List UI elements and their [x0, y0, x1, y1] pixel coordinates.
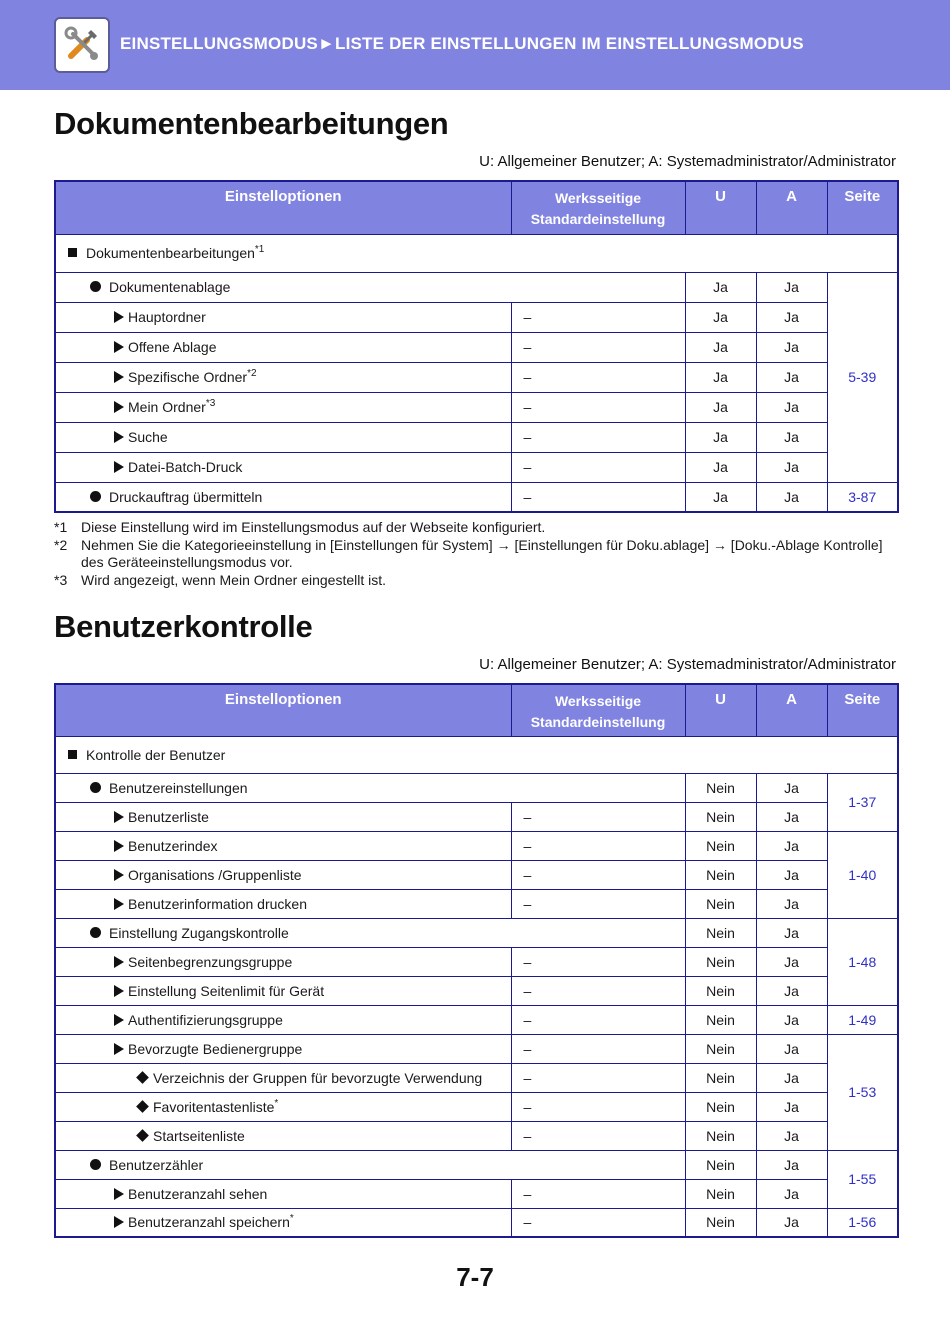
column-header-a: A: [756, 181, 827, 234]
page-link[interactable]: 1-40: [827, 831, 898, 918]
table-row: [55, 831, 898, 860]
table-row: [55, 1150, 898, 1179]
column-header-page: Seite: [827, 181, 898, 234]
settings-table-benutzerkontrolle: [54, 683, 899, 1238]
u-value: Nein: [685, 1150, 756, 1179]
a-value: Ja: [756, 272, 827, 302]
default-value: –: [511, 802, 685, 831]
u-value: Nein: [685, 918, 756, 947]
footnote-mark: *: [289, 1213, 294, 1225]
page-link[interactable]: 1-49: [827, 1005, 898, 1034]
u-value: Ja: [685, 452, 756, 482]
category-label: Kontrolle der Benutzer: [86, 746, 226, 763]
option-label: Benutzereinstellungen: [109, 779, 248, 796]
triangle-bullet-icon: [114, 840, 124, 852]
table-row: [55, 1208, 898, 1237]
square-bullet-icon: [68, 750, 77, 759]
footnote-mark: *1: [254, 244, 265, 255]
option-label: Offene Ablage: [128, 339, 217, 355]
diamond-bullet-icon: [136, 1100, 149, 1113]
default-value: –: [511, 1063, 685, 1092]
a-value: Ja: [756, 1005, 827, 1034]
triangle-bullet-icon: [114, 401, 124, 413]
table-row: [55, 392, 898, 422]
option-label: Spezifische Ordner: [128, 369, 248, 385]
u-value: Ja: [685, 272, 756, 302]
default-value: –: [511, 860, 685, 889]
option-label: Hauptordner: [128, 309, 206, 325]
option-label: Benutzeranzahl sehen: [128, 1185, 268, 1202]
option-label: Startseitenliste: [153, 1127, 245, 1144]
triangle-bullet-icon: [114, 341, 124, 353]
table-row: [55, 362, 898, 392]
column-header-u: U: [685, 181, 756, 234]
a-value: Ja: [756, 362, 827, 392]
option-label: Benutzerliste: [128, 808, 209, 825]
page-link[interactable]: 1-53: [827, 1034, 898, 1150]
page-link[interactable]: 1-37: [827, 773, 898, 831]
page-link[interactable]: 1-48: [827, 918, 898, 1005]
header-band: [0, 0, 950, 90]
u-value: Ja: [685, 362, 756, 392]
footnotes: [54, 519, 897, 590]
a-value: Ja: [756, 1063, 827, 1092]
header-title: EINSTELLUNGSMODUS►LISTE DER EINSTELLUNGEN IM EINSTELLUNGSMODUS: [120, 34, 804, 53]
table-row: [55, 1092, 898, 1121]
option-label: Organisations /Gruppenliste: [128, 866, 302, 883]
u-value: Nein: [685, 947, 756, 976]
default-value: –: [511, 1092, 685, 1121]
u-value: Nein: [685, 802, 756, 831]
circle-bullet-icon: [90, 927, 101, 938]
option-label: Favoritentastenliste: [153, 1098, 275, 1115]
default-value: –: [511, 1121, 685, 1150]
u-value: Nein: [685, 860, 756, 889]
diamond-bullet-icon: [136, 1071, 149, 1084]
option-label: Authentifizierungsgruppe: [128, 1011, 283, 1028]
option-label: Mein Ordner: [128, 399, 206, 415]
u-value: Nein: [685, 773, 756, 802]
legend: U: Allgemeiner Benutzer; A: Systemadministrator/Administrator: [479, 656, 896, 673]
table-header-row: [55, 684, 898, 736]
option-label: Datei-Batch-Druck: [128, 459, 243, 475]
u-value: Ja: [685, 332, 756, 362]
u-value: Nein: [685, 1208, 756, 1237]
triangle-bullet-icon: [114, 1043, 124, 1055]
table-row: [55, 976, 898, 1005]
table-row: [55, 482, 898, 512]
triangle-bullet-icon: [114, 461, 124, 473]
footnote: *2 Nehmen Sie die Kategorieeinstellung in [Einstellungen für System] → [Einstellungen für Doku.ablage] → [Doku.-Ablage Kontrolle] des Geräteeinstellungsmodus vor.: [54, 536, 883, 571]
table-row: [55, 422, 898, 452]
a-value: Ja: [756, 452, 827, 482]
triangle-bullet-icon: [114, 371, 124, 383]
footnote: *3 Wird angezeigt, wenn Mein Ordner eingestellt ist.: [54, 572, 387, 589]
square-bullet-icon: [68, 248, 77, 257]
default-value: –: [511, 332, 685, 362]
option-label: Einstellung Seitenlimit für Gerät: [128, 982, 325, 999]
option-label: Benutzeranzahl speichern: [128, 1214, 290, 1231]
table-row: [55, 302, 898, 332]
option-label: Verzeichnis der Gruppen für bevorzugte Verwendung: [153, 1069, 483, 1086]
default-value: –: [511, 452, 685, 482]
triangle-bullet-icon: [114, 898, 124, 910]
option-label: Benutzerindex: [128, 837, 218, 854]
circle-bullet-icon: [90, 782, 101, 793]
default-value: –: [511, 889, 685, 918]
legend: U: Allgemeiner Benutzer; A: Systemadministrator/Administrator: [479, 153, 896, 170]
column-header-default: Werksseitige Standardeinstellung: [511, 684, 685, 736]
a-value: Ja: [756, 889, 827, 918]
a-value: Ja: [756, 918, 827, 947]
default-value: –: [511, 976, 685, 1005]
default-value: –: [511, 422, 685, 452]
a-value: Ja: [756, 482, 827, 512]
page-link[interactable]: 1-56: [827, 1208, 898, 1237]
a-value: Ja: [756, 1150, 827, 1179]
u-value: Nein: [685, 1034, 756, 1063]
a-value: Ja: [756, 392, 827, 422]
option-label: Dokumentenablage: [109, 279, 231, 295]
u-value: Nein: [685, 889, 756, 918]
a-value: Ja: [756, 1034, 827, 1063]
a-value: Ja: [756, 1092, 827, 1121]
triangle-bullet-icon: [114, 1014, 124, 1026]
circle-bullet-icon: [90, 491, 101, 502]
default-value: –: [511, 1179, 685, 1208]
a-value: Ja: [756, 831, 827, 860]
table-row: [55, 1121, 898, 1150]
table-row: [55, 1005, 898, 1034]
option-label: Benutzerinformation drucken: [128, 895, 307, 912]
triangle-bullet-icon: [114, 1188, 124, 1200]
a-value: Ja: [756, 947, 827, 976]
u-value: Ja: [685, 482, 756, 512]
u-value: Ja: [685, 302, 756, 332]
triangle-bullet-icon: [114, 956, 124, 968]
u-value: Nein: [685, 1121, 756, 1150]
a-value: Ja: [756, 1208, 827, 1237]
diamond-bullet-icon: [136, 1129, 149, 1142]
column-header-default: Werksseitige Standardeinstellung: [511, 181, 685, 234]
triangle-bullet-icon: [114, 431, 124, 443]
column-header-options: Einstelloptionen: [55, 181, 511, 234]
circle-bullet-icon: [90, 281, 101, 292]
a-value: Ja: [756, 1179, 827, 1208]
u-value: Nein: [685, 1063, 756, 1092]
u-value: Nein: [685, 976, 756, 1005]
default-value: –: [511, 302, 685, 332]
column-header-a: A: [756, 684, 827, 736]
page-number: 7-7: [456, 1262, 494, 1292]
column-header-options: Einstelloptionen: [55, 684, 511, 736]
table-row: [55, 1063, 898, 1092]
default-value: –: [511, 1034, 685, 1063]
u-value: Ja: [685, 422, 756, 452]
table-row: [55, 889, 898, 918]
category-label: Dokumentenbearbeitungen: [86, 245, 255, 261]
a-value: Ja: [756, 773, 827, 802]
page-link[interactable]: 1-55: [827, 1150, 898, 1208]
table-row: [55, 918, 898, 947]
default-value: –: [511, 831, 685, 860]
u-value: Nein: [685, 831, 756, 860]
tools-icon: [54, 17, 110, 73]
circle-bullet-icon: [90, 1159, 101, 1170]
a-value: Ja: [756, 1121, 827, 1150]
a-value: Ja: [756, 802, 827, 831]
table-row: [55, 1179, 898, 1208]
default-value: –: [511, 1208, 685, 1237]
default-value: –: [511, 392, 685, 422]
column-header-u: U: [685, 684, 756, 736]
option-label: Bevorzugte Bedienergruppe: [128, 1040, 303, 1057]
triangle-bullet-icon: [114, 811, 124, 823]
option-label: Benutzerzähler: [109, 1156, 204, 1173]
table-row: [55, 332, 898, 362]
table-row: [55, 860, 898, 889]
footnote-mark: *: [274, 1097, 279, 1109]
footnote: *1 Diese Einstellung wird im Einstellungsmodus auf der Webseite konfiguriert.: [54, 519, 546, 535]
a-value: Ja: [756, 332, 827, 362]
table-header-row: [55, 181, 898, 234]
default-value: –: [511, 362, 685, 392]
table-row: [55, 947, 898, 976]
default-value: –: [511, 482, 685, 512]
footnote-mark: *2: [247, 368, 257, 379]
a-value: Ja: [756, 860, 827, 889]
option-label: Druckauftrag übermitteln: [109, 488, 263, 505]
section-title-benutzerkontrolle: Benutzerkontrolle: [54, 609, 313, 644]
u-value: Nein: [685, 1005, 756, 1034]
triangle-bullet-icon: [114, 985, 124, 997]
triangle-bullet-icon: [114, 1216, 124, 1228]
option-label: Einstellung Zugangskontrolle: [109, 924, 289, 941]
option-label: Suche: [128, 429, 168, 445]
option-label: Seitenbegrenzungsgruppe: [128, 953, 293, 970]
default-value: –: [511, 947, 685, 976]
settings-table-dokumentenbearbeitungen: [54, 180, 899, 513]
table-row: [55, 272, 898, 302]
page-link[interactable]: 5-39: [827, 272, 898, 482]
page-link[interactable]: 3-87: [827, 482, 898, 512]
u-value: Ja: [685, 392, 756, 422]
u-value: Nein: [685, 1179, 756, 1208]
u-value: Nein: [685, 1092, 756, 1121]
table-row: [55, 452, 898, 482]
triangle-bullet-icon: [114, 869, 124, 881]
table-row: [55, 802, 898, 831]
a-value: Ja: [756, 422, 827, 452]
triangle-bullet-icon: [114, 311, 124, 323]
table-row: [55, 1034, 898, 1063]
footnote-mark: *3: [205, 398, 216, 409]
default-value: –: [511, 1005, 685, 1034]
section-title-dokumentenbearbeitungen: Dokumentenbearbeitungen: [54, 106, 449, 141]
a-value: Ja: [756, 302, 827, 332]
category-row: [55, 736, 898, 773]
column-header-page: Seite: [827, 684, 898, 736]
table-row: [55, 773, 898, 802]
category-row: [55, 234, 898, 272]
a-value: Ja: [756, 976, 827, 1005]
